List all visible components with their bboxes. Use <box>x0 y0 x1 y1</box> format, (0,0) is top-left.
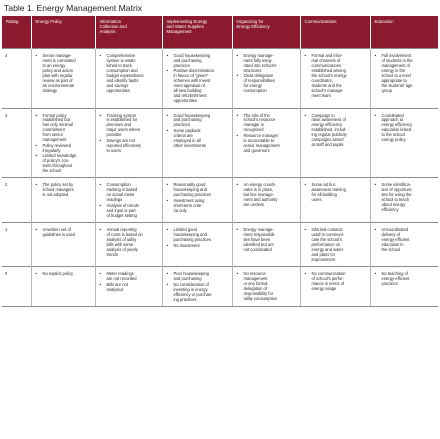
column-header: Education <box>370 16 438 49</box>
bullet-list <box>236 54 298 94</box>
list-item: • Coordinated approach to energy efficiency education linked to the school energy policy <box>374 114 437 144</box>
list-item: • Meter readings are not recorded <box>99 272 160 282</box>
table-cell <box>162 178 232 223</box>
list-item: • Formal and infor- mal channels of communications established among the school's energy coordinator, students and the school's manage- ment team <box>304 54 368 99</box>
column-header: Communications <box>300 16 370 49</box>
table-cell <box>31 108 95 178</box>
bullet-list <box>166 183 230 213</box>
list-item: • The policy set by school managers is not adopted <box>35 183 93 198</box>
table-cell <box>370 223 438 267</box>
table-cell <box>300 267 370 307</box>
list-item: • Informal contacts used to communi- cate the school's performance on energy and water and plans for improvement <box>304 228 368 263</box>
list-item: • Resource manager is accountable to senior management and governors <box>236 134 298 154</box>
table-cell <box>370 108 438 178</box>
bullet-list <box>35 114 93 174</box>
list-item: • Energy manage- ment fully integ- rated into school's structures <box>236 54 298 74</box>
bullet-list <box>99 272 160 292</box>
bullet-list <box>99 114 160 154</box>
list-item: • Unwritten set of guidelines is used <box>35 228 93 238</box>
table-cell <box>162 108 232 178</box>
list-item: • No resource management or any formal delegation of responsibility for utility consumption <box>236 272 298 302</box>
column-header: Information Collection and Analysis <box>95 16 162 49</box>
table-cell <box>95 178 162 223</box>
bullet-list <box>35 183 93 198</box>
bullet-list <box>304 114 368 149</box>
bullet-list <box>99 228 160 258</box>
list-item: • Uncoordinated delivery of energy-efficient education in the school <box>374 228 437 253</box>
rating-cell: 2 <box>2 178 31 223</box>
bullet-list <box>99 54 160 94</box>
table-cell <box>95 223 162 267</box>
table-title: Table 1. Energy Management Matrix <box>4 3 143 13</box>
list-item: • The role of the school's resource manager is recognized <box>236 114 298 134</box>
list-item: • Good housekeeping and purchasing practices <box>166 114 230 129</box>
table-row <box>2 108 438 178</box>
table-cell <box>95 267 162 307</box>
column-header: Organizing for Energy Efficiency <box>232 16 300 49</box>
column-header: Rating <box>2 16 31 49</box>
table-cell <box>95 108 162 178</box>
table-cell <box>232 49 300 109</box>
table-cell <box>300 49 370 109</box>
list-item: • Tracking system is established for premises and major users where possible <box>99 114 160 139</box>
list-item: • Consumption tracking is based on actual meter readings <box>99 183 160 203</box>
list-item: • Investment using short-term crite- ria only <box>166 199 230 214</box>
list-item: • No communication of school's perfor- mance in terms of energy usage <box>304 272 368 292</box>
list-item: • Campaign to raise awareness of energy efficiency established, includ- ing regular publicity campaigns aimed at staff and pupils <box>304 114 368 149</box>
rating-cell: 0 <box>2 267 31 307</box>
bullet-list <box>166 54 230 104</box>
rating-cell: 1 <box>2 223 31 267</box>
list-item: • Some identifica- tion of opportuni- ties for using the school to teach about energy efficiency <box>374 183 437 213</box>
table-cell <box>370 49 438 109</box>
bullet-list <box>374 272 437 287</box>
list-item: • Clear delegation of responsibilities for energy consumption <box>236 74 298 94</box>
bullet-list <box>236 272 298 302</box>
bullet-list <box>35 54 93 94</box>
bullet-list <box>236 114 298 154</box>
bullet-list <box>236 183 298 208</box>
bullet-list <box>166 272 230 302</box>
table-cell <box>232 267 300 307</box>
bullet-list <box>166 228 230 248</box>
list-item: • Savings are not reported effectively to users <box>99 139 160 154</box>
list-item: • Limited knowledge of policy's con- tents throughout the school <box>35 154 93 174</box>
rating-cell: 4 <box>2 49 31 109</box>
table-cell <box>232 223 300 267</box>
bullet-list <box>236 228 298 253</box>
list-item: • Poor housekeeping and purchasing <box>166 272 230 282</box>
list-item: • Reasonably good housekeeping and purchasing practices <box>166 183 230 198</box>
list-item: • Senior manage- ment is committed to an energy policy and action plan with regular review as part of an environmental strategy <box>35 54 93 94</box>
energy-management-matrix <box>2 16 438 307</box>
rating-cell: 3 <box>2 108 31 178</box>
list-item: • Comprehensive system is estab- lished to track consumption and budget expenditures and identify faults and savings opportunities <box>99 54 160 94</box>
bullet-list <box>35 228 93 238</box>
bullet-list <box>374 114 437 144</box>
list-item: • Energy manage- ment responsibili- ties have been identified but are not coordinated <box>236 228 298 253</box>
table-row <box>2 178 438 223</box>
list-item: • Positive discrimination in favour of "green" schemes with invest ment appraisal of all new building and refurbishment opportunities <box>166 69 230 104</box>
table-cell <box>162 49 232 109</box>
bullet-list <box>374 228 437 253</box>
table-cell <box>300 108 370 178</box>
bullet-list <box>304 272 368 292</box>
table-cell <box>31 223 95 267</box>
matrix-body <box>2 49 438 307</box>
column-header: Implementing Energy and Water Supplies Management <box>162 16 232 49</box>
table-cell <box>162 223 232 267</box>
bullet-list <box>99 183 160 218</box>
list-item: • Some ad hoc awareness training for all building users <box>304 183 368 203</box>
list-item: • No teaching of energy-efficient practices <box>374 272 437 287</box>
list-item: • Some payback criteria are employed in all other investments <box>166 129 230 149</box>
bullet-list <box>304 228 368 263</box>
bullet-list <box>166 114 230 149</box>
header-row <box>2 16 438 49</box>
list-item: • Bills are not analysed <box>99 283 160 293</box>
list-item: • Analysis of trends and input is part of budget setting <box>99 204 160 219</box>
table-cell <box>232 178 300 223</box>
table-cell <box>31 267 95 307</box>
table-cell <box>300 178 370 223</box>
list-item: • Annual reporting of costs is based on analysis of utility bills with some analysis of yearly trends <box>99 228 160 258</box>
list-item: • No explicit policy <box>35 272 93 277</box>
bullet-list <box>304 183 368 203</box>
bullet-list <box>374 54 437 94</box>
list-item: • No investment <box>166 244 230 249</box>
list-item: • Policy reviewed irregularly <box>35 144 93 154</box>
list-item: • Full involvement of students in the management of energy in the school to a level appropriate to the students' age group <box>374 54 437 94</box>
table-cell <box>31 178 95 223</box>
list-item: • Formal policy established but has only minimal commitment from senior management <box>35 114 93 144</box>
table-cell <box>300 223 370 267</box>
list-item: • Good housekeeping and purchasing practices <box>166 54 230 69</box>
table-cell <box>95 49 162 109</box>
table-row <box>2 223 438 267</box>
table-cell <box>370 267 438 307</box>
table-row <box>2 49 438 109</box>
list-item: • No consideration of investing in energy efficiency or purchas- ing practices <box>166 283 230 303</box>
bullet-list <box>35 272 93 277</box>
table-cell <box>370 178 438 223</box>
table-cell <box>232 108 300 178</box>
list-item: • Limited good housekeeping and purchasing practices <box>166 228 230 243</box>
column-header: Energy Policy <box>31 16 95 49</box>
table-cell <box>31 49 95 109</box>
table-row <box>2 267 438 307</box>
list-item: • An energy coordi- nator is in place, but line manage- ment and authority are unclear <box>236 183 298 208</box>
bullet-list <box>304 54 368 99</box>
bullet-list <box>374 183 437 213</box>
table-cell <box>162 267 232 307</box>
